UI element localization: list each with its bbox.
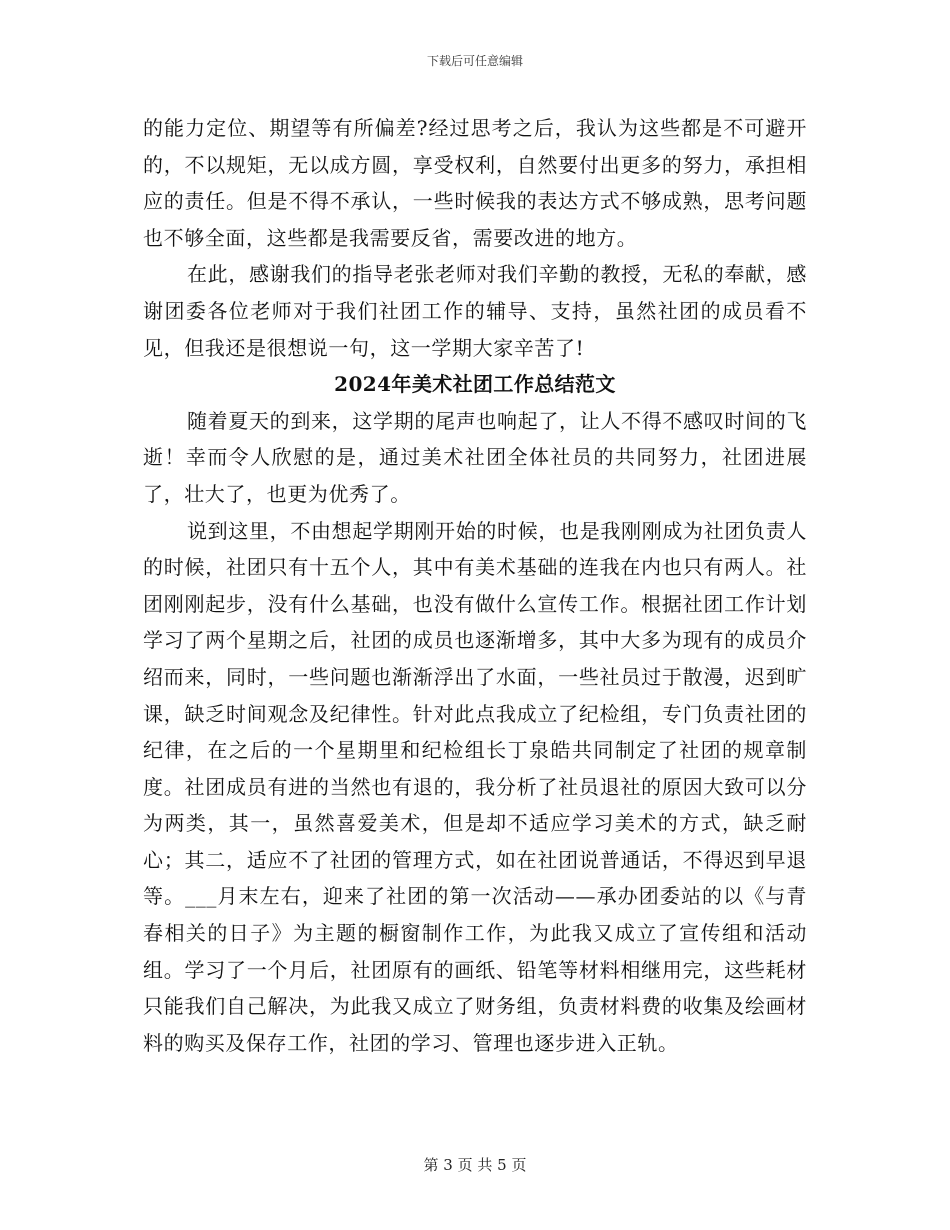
continued-paragraph: 的能力定位、期望等有所偏差?经过思考之后，我认为这些都是不可避开的，不以规矩，无以成方圆，享受权利，自然要付出更多的努力，承担相应的责任。但是不得不承认，一些时候我的表达方式不够成熟，思考问题也不够全面，这些都是我需要反省，需要改进的地方。	[143, 116, 807, 250]
header-note: 下载后可任意编辑	[426, 54, 523, 68]
section-paragraph-2: 说到这里，不由想起学期刚开始的时候，也是我刚刚成为社团负责人的时候，社团只有十五个人，其中有美术基础的连我在内也只有两人。社团刚刚起步，没有什么基础，也没有做什么宣传工作。根据社团工作计划学习了两个星期之后，社团的成员也逐渐增多，其中大多为现有的成员介绍而来，同时，一些问题也渐渐浮出了水面，一些社员过于散漫，迟到旷课，缺乏时间观念及纪律性。针对此点我成立了纪检组，专门负责社团的纪律，在之后的一个星期里和纪检组长丁泉皓共同制定了社团的规章制度。社团成员有进的当然也有退的，我分析了社员退社的原因大致可以分为两类，其一，虽然喜爱美术，但是却不适应学习美术的方式，缺乏耐心；其二，适应不了社团的管理方式，如在社团说普通话，不得迟到早退等。___月末左右，迎来了社团的第一次活动——承办团委站的以《与青春相关的日子》为主题的橱窗制作工作，为此我又成立了宣传组和活动组。学习了一个月后，社团原有的画纸、铅笔等材料相继用完，这些耗材只能我们自己解决，为此我又成立了财务组，负责材料费的收集及绘画材料的购买及保存工作，社团的学习、管理也逐步进入正轨。	[143, 518, 807, 1055]
section-paragraph-1: 随着夏天的到来，这学期的尾声也响起了，让人不得不感叹时间的飞逝！幸而令人欣慰的是，通过美术社团全体社员的共同努力，社团进展了，壮大了，也更为优秀了。	[143, 408, 807, 506]
thanks-paragraph: 在此，感谢我们的指导老张老师对我们辛勤的教授，无私的奉献，感谢团委各位老师对于我们社团工作的辅导、支持，虽然社团的成员看不见，但我还是很想说一句，这一学期大家辛苦了!	[143, 262, 807, 360]
page-number: 第 3 页 共 5 页	[423, 1156, 527, 1174]
document-body	[143, 110, 807, 1061]
section-title: 2024年美术社团工作总结范文	[334, 372, 616, 397]
